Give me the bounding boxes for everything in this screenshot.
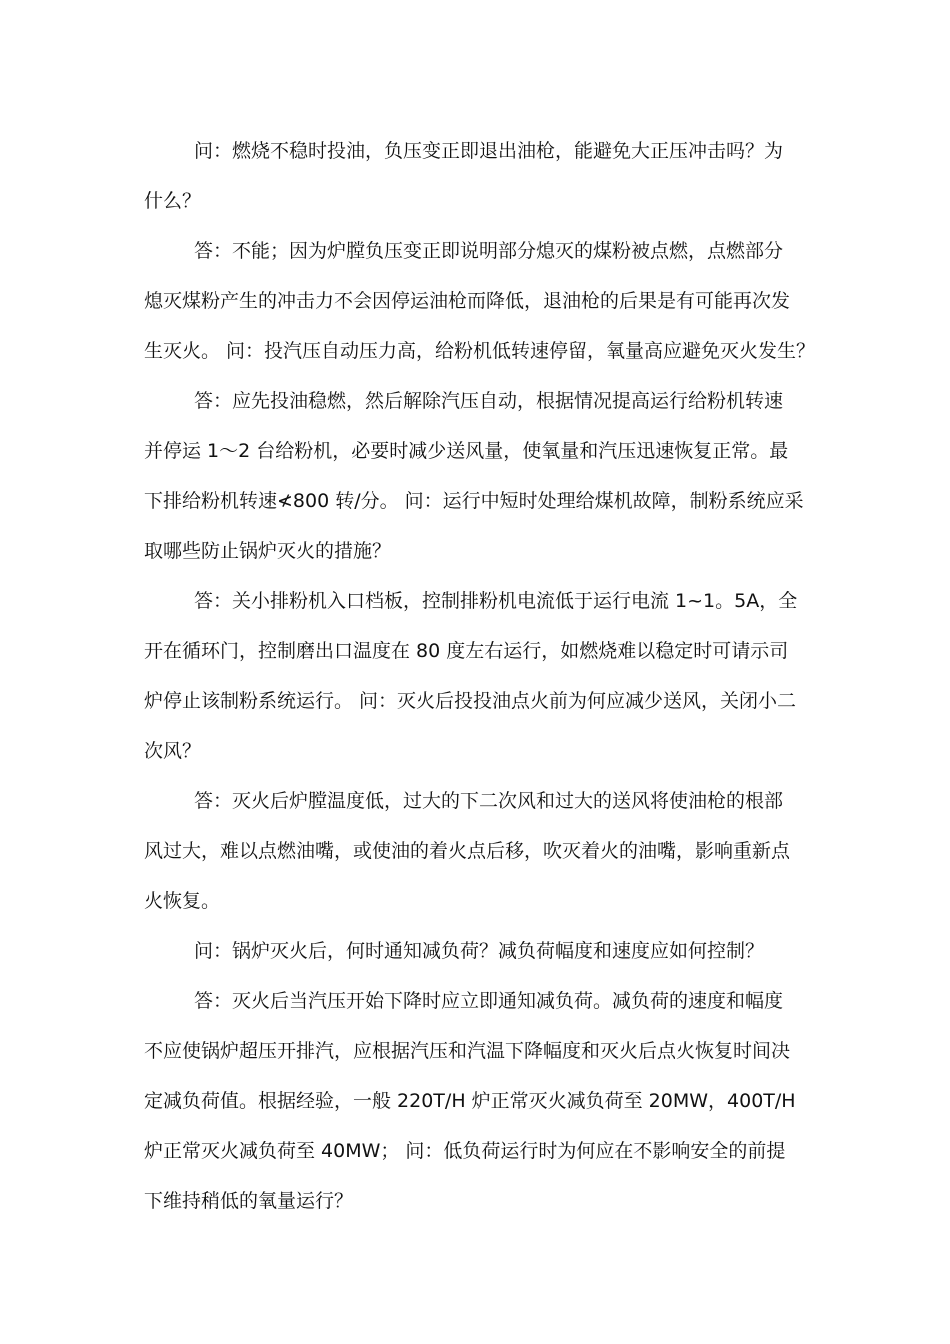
text-line: 生灭火。 问：投汽压自动压力高，给粉机低转速停留，氧量高应避免灭火发生？ <box>144 340 816 362</box>
text-line: 不应使锅炉超压开排汽，应根据汽压和汽温下降幅度和灭火后点火恢复时间决 <box>144 1040 791 1062</box>
text-line: 答：关小排粉机入口档板，控制排粉机电流低于运行电流 1~1。5A，全 <box>194 590 798 612</box>
text-line: 定减负荷值。根据经验，一般 220T/H 炉正常灭火减负荷至 20MW，400T/H <box>144 1090 796 1112</box>
paragraph-answer-3 <box>144 576 812 776</box>
text-line: 问：锅炉灭火后，何时通知减负荷？减负荷幅度和速度应如何控制？ <box>194 940 765 962</box>
text-line: 炉正常灭火减负荷至 40MW； 问：低负荷运行时为何应在不影响安全的前提 <box>144 1140 786 1162</box>
text-line: 取哪些防止锅炉灭火的措施？ <box>144 540 392 562</box>
text-line: 熄灭煤粉产生的冲击力不会因停运油枪而降低，退油枪的后果是有可能再次发 <box>144 290 791 312</box>
paragraph-answer-2 <box>144 376 812 576</box>
text-line: 问：燃烧不稳时投油，负压变正即退出油枪，能避免大正压冲击吗？为 <box>194 140 784 162</box>
paragraph-question-2 <box>144 926 812 976</box>
text-line: 开在循环门，控制磨出口温度在 80 度左右运行，如燃烧难以稳定时可请示司 <box>144 640 789 662</box>
text-line: 风过大，难以点燃油嘴，或使油的着火点后移，吹灭着火的油嘴，影响重新点 <box>144 840 791 862</box>
text-line: 次风？ <box>144 740 202 762</box>
text-line: 炉停止该制粉系统运行。 问：灭火后投投油点火前为何应减少送风，关闭小二 <box>144 690 797 712</box>
paragraph-answer-5 <box>144 976 812 1226</box>
document-body <box>144 126 816 1226</box>
text-line: 下排给粉机转速≮800 转/分。 问：运行中短时处理给煤机故障，制粉系统应采 <box>144 490 804 512</box>
text-line: 答：灭火后炉膛温度低，过大的下二次风和过大的送风将使油枪的根部 <box>194 790 784 812</box>
text-line: 下维持稍低的氧量运行？ <box>144 1190 354 1212</box>
text-line: 答：灭火后当汽压开始下降时应立即通知减负荷。减负荷的速度和幅度 <box>194 990 784 1012</box>
paragraph-question-1 <box>144 126 812 226</box>
text-line: 答：应先投油稳燃，然后解除汽压自动，根据情况提高运行给粉机转速 <box>194 390 784 412</box>
text-line: 并停运 1～2 台给粉机，必要时减少送风量，使氧量和汽压迅速恢复正常。最 <box>144 440 789 462</box>
text-line: 火恢复。 <box>144 890 221 912</box>
text-line: 答：不能；因为炉膛负压变正即说明部分熄灭的煤粉被点燃，点燃部分 <box>194 240 784 262</box>
paragraph-answer-1 <box>144 226 816 376</box>
paragraph-answer-4 <box>144 776 812 926</box>
text-line: 什么？ <box>144 190 202 212</box>
